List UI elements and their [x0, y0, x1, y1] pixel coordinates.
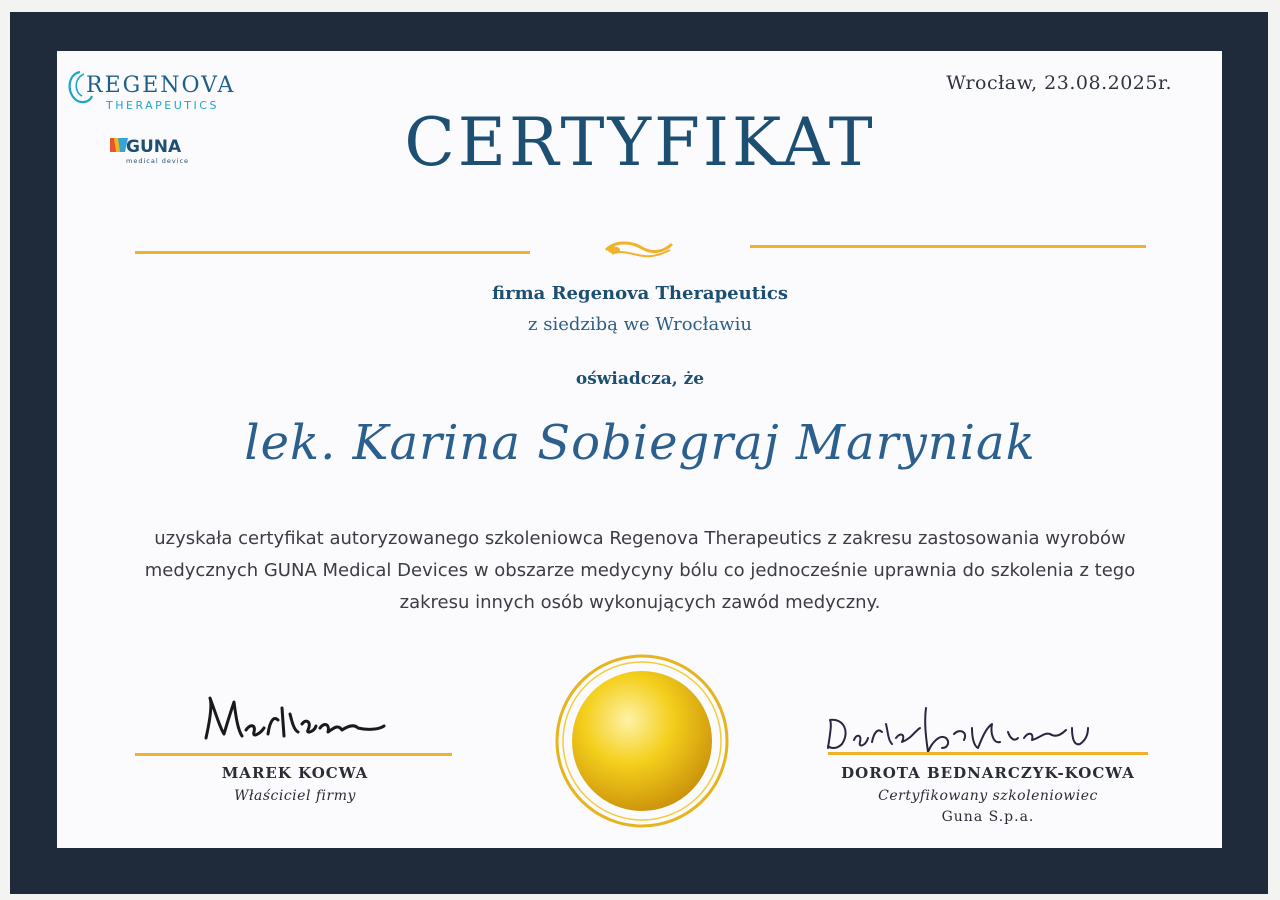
svg-text:GUNA: GUNA	[126, 137, 182, 157]
recipient-name: lek. Karina Sobiegraj Maryniak	[244, 415, 1036, 471]
signature-marek-kocwa	[198, 690, 398, 750]
svg-text:THERAPEUTICS: THERAPEUTICS	[106, 99, 219, 112]
svg-text:REGENOVA: REGENOVA	[86, 73, 236, 98]
certificate-title: CERTYFIKAT	[404, 104, 876, 181]
signatory-name: MAREK KOCWA	[221, 764, 369, 782]
divider-left	[135, 251, 530, 254]
issuer-seat: z siedzibą we Wrocławiu	[528, 314, 752, 335]
gold-seal	[553, 652, 731, 830]
certificate-body: uzyskała certyfikat autoryzowanego szkoleniowca Regenova Therapeutics z zakresu zastosowania wyrobów medycznych GUNA Medical Devices w obszarze medycyny bólu co jednocześnie uprawnia do szkolenia z tego zakresu innych osób wykonujących zawód medyczny.	[144, 528, 1136, 613]
signatory-role: Certyfikowany szkoleniowiec	[878, 788, 1098, 804]
issue-date: Wrocław, 23.08.2025r.	[946, 72, 1172, 94]
issuer-company: firma Regenova Therapeutics	[492, 283, 788, 304]
signatory-role: Właściciel firmy	[234, 788, 356, 804]
signature-line-left	[135, 753, 452, 756]
signature-line-right	[828, 752, 1148, 755]
signatory-right	[828, 764, 1148, 825]
declaration-phrase: oświadcza, że	[575, 369, 705, 389]
divider-right	[750, 245, 1146, 248]
flourish-ornament	[602, 238, 674, 262]
signatory-name: DOROTA BEDNARCZYK-KOCWA	[841, 764, 1135, 782]
signatory-left	[140, 764, 450, 804]
svg-text:medical device: medical device	[126, 157, 190, 165]
signatory-organization: Guna S.p.a.	[941, 809, 1035, 825]
